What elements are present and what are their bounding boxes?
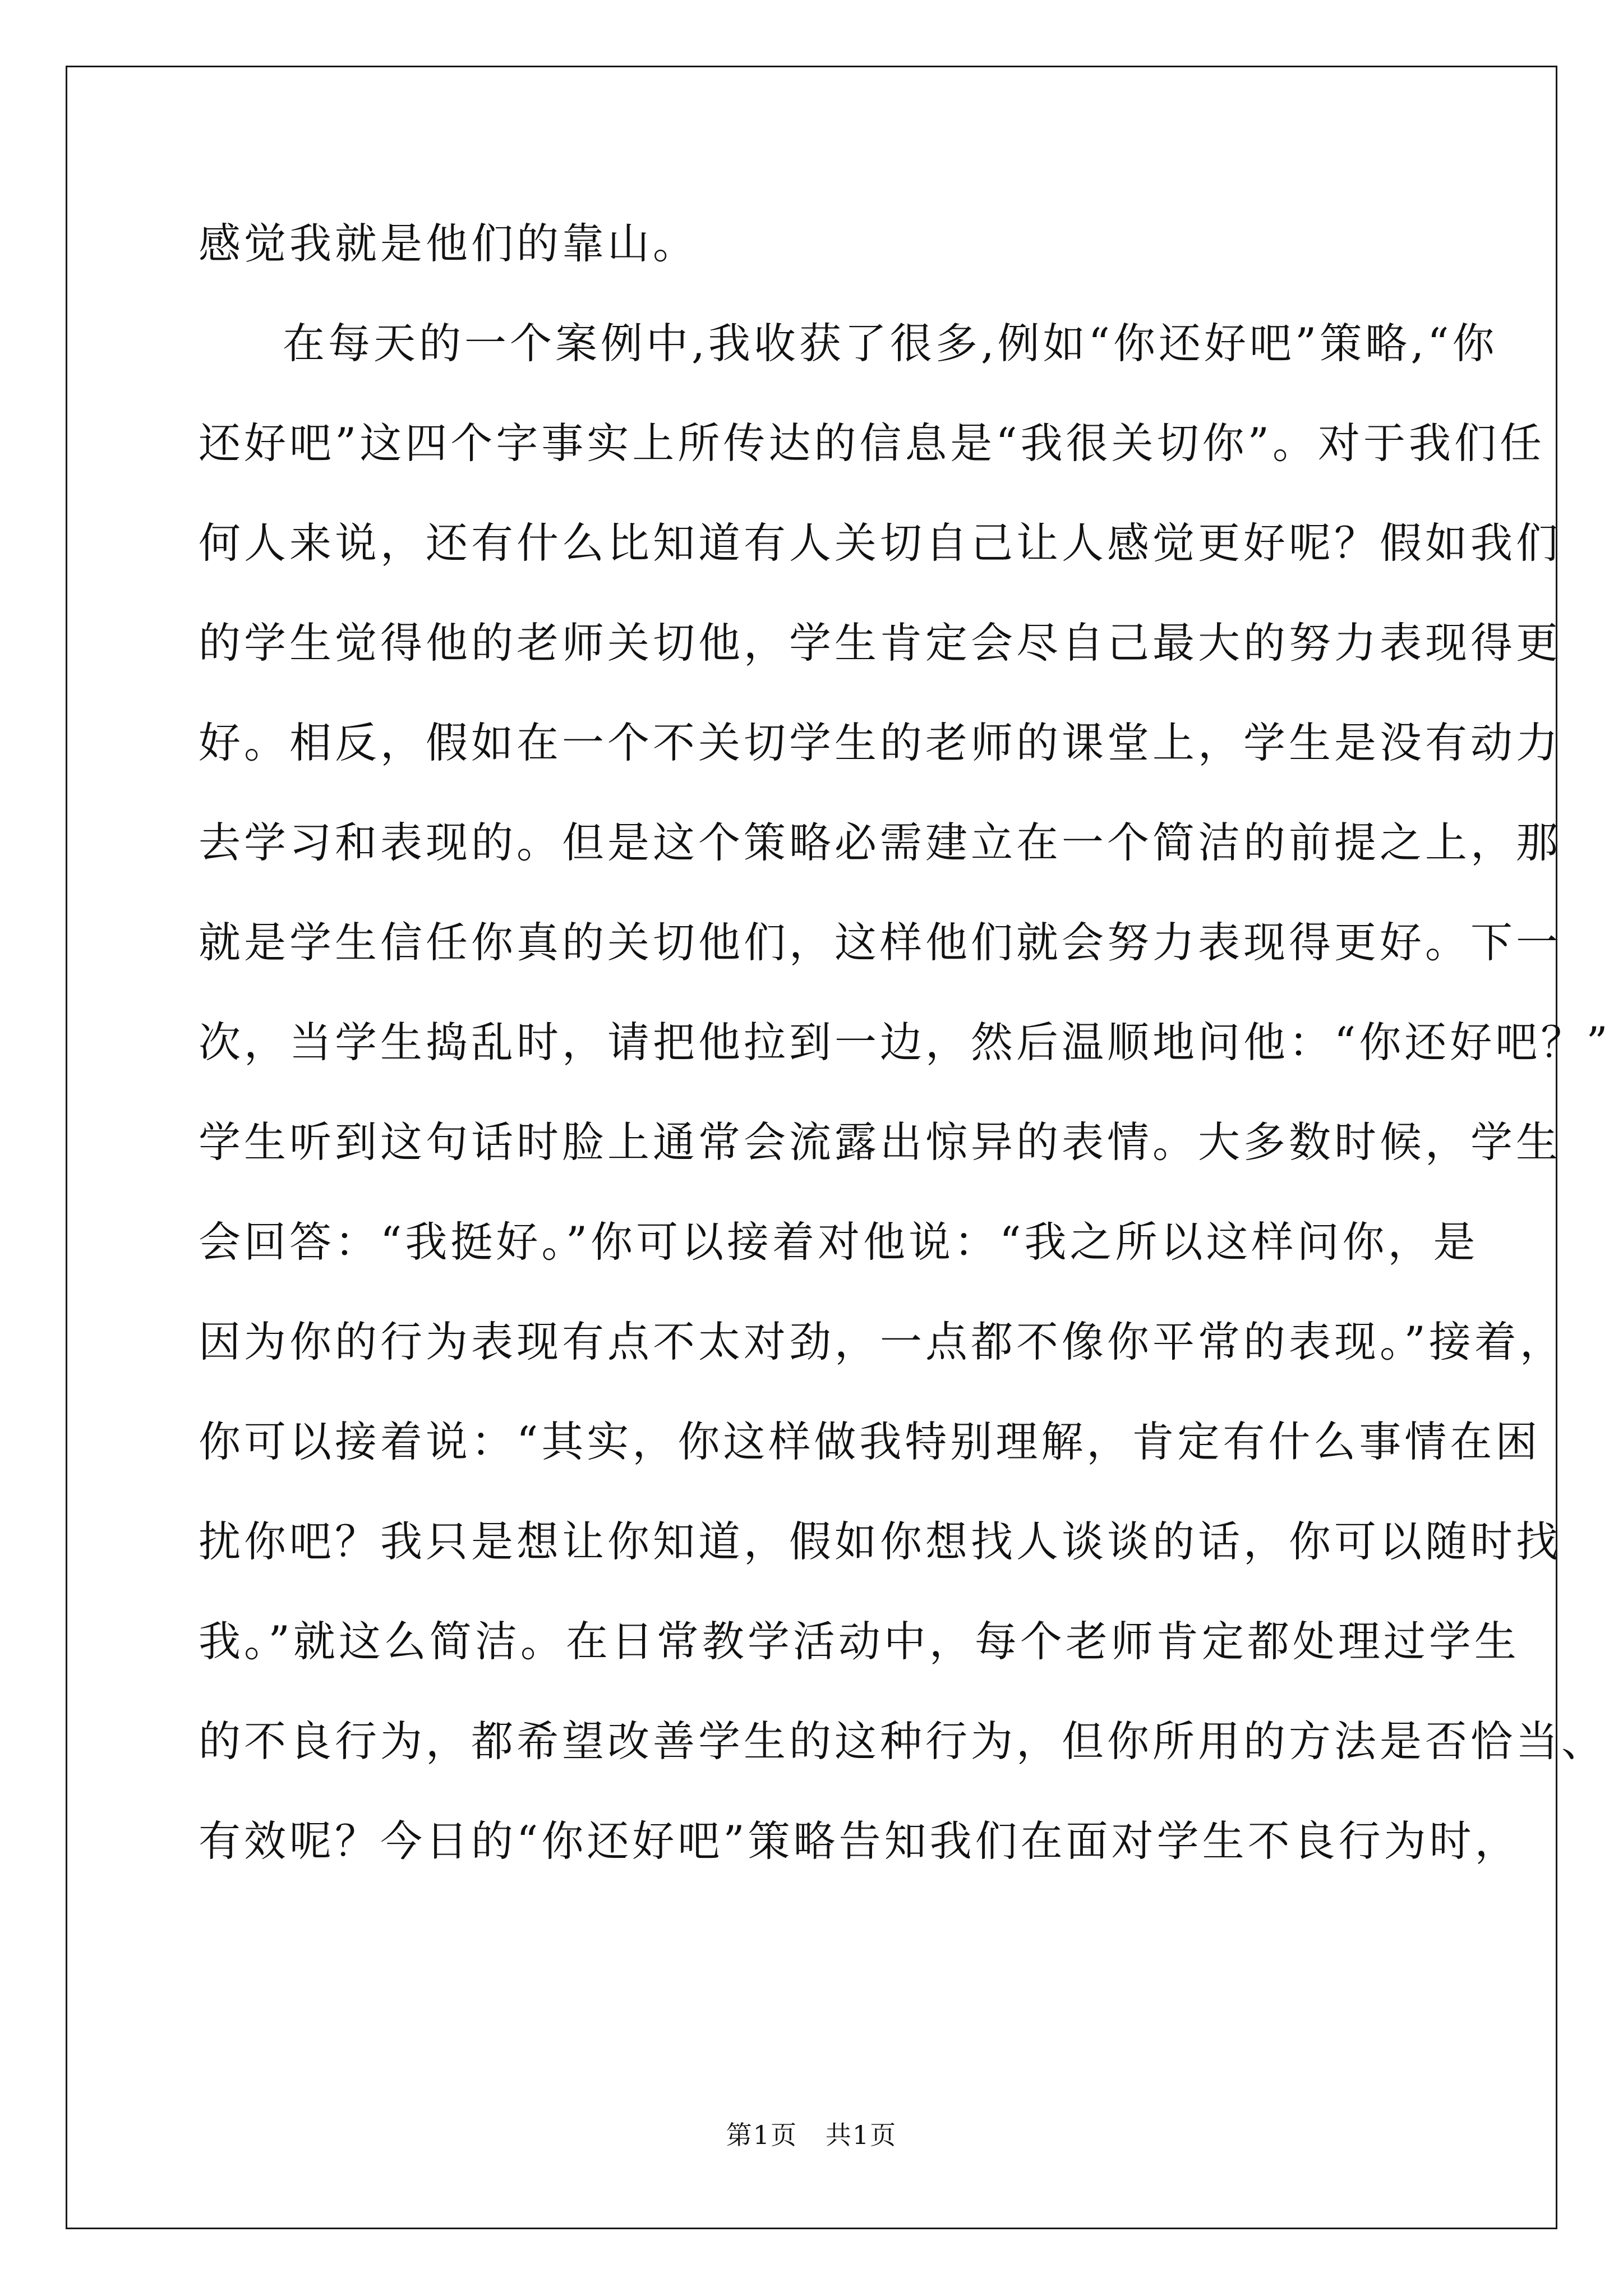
text-line: 会回答：“我挺好。”你可以接着对他说：“我之所以这样问你，是 xyxy=(199,1217,1479,1267)
text-line: 好。相反，假如在一个不关切学生的老师的课堂上，学生是没有动力 xyxy=(199,718,1562,767)
text-line: 感觉我就是他们的靠山。 xyxy=(199,219,699,268)
text-line: 何人来说，还有什么比知道有人关切自己让人感觉更好呢？假如我们 xyxy=(199,518,1562,568)
text-line: 扰你吧？我只是想让你知道，假如你想找人谈谈的话，你可以随时找 xyxy=(199,1517,1562,1566)
text-line: 还好吧”这四个字事实上所传达的信息是“我很关切你”。对于我们任 xyxy=(199,418,1546,468)
text-line: 就是学生信任你真的关切他们，这样他们就会努力表现得更好。下一 xyxy=(199,918,1562,967)
text-line: 的学生觉得他的老师关切他，学生肯定会尽自己最大的努力表现得更 xyxy=(199,618,1562,668)
text-line: 去学习和表现的。但是这个策略必需建立在一个简洁的前提之上，那 xyxy=(199,818,1562,867)
paragraph-first-line: 在每天的一个案例中,我收获了很多,例如“你还好吧”策略,“你 xyxy=(283,319,1498,368)
text-line: 的不良行为，都希望改善学生的这种行为，但你所用的方法是否恰当、 xyxy=(199,1717,1607,1766)
text-line: 我。”就这么简洁。在日常教学活动中，每个老师肯定都处理过学生 xyxy=(199,1617,1520,1666)
text-line: 次，当学生捣乱时，请把他拉到一边，然后温顺地问他：“你还好吧？” xyxy=(199,1018,1611,1067)
text-line: 学生听到这句话时脸上通常会流露出惊异的表情。大多数时候，学生 xyxy=(199,1117,1562,1167)
text-line: 因为你的行为表现有点不太对劲，一点都不像你平常的表现。”接着， xyxy=(199,1317,1565,1366)
text-line: 有效呢？今日的“你还好吧”策略告知我们在面对学生不良行为时， xyxy=(199,1816,1520,1866)
page-footer: 第1页 共1页 xyxy=(726,2120,897,2150)
text-line: 你可以接着说：“其实，你这样做我特别理解，肯定有什么事情在困 xyxy=(199,1417,1541,1466)
